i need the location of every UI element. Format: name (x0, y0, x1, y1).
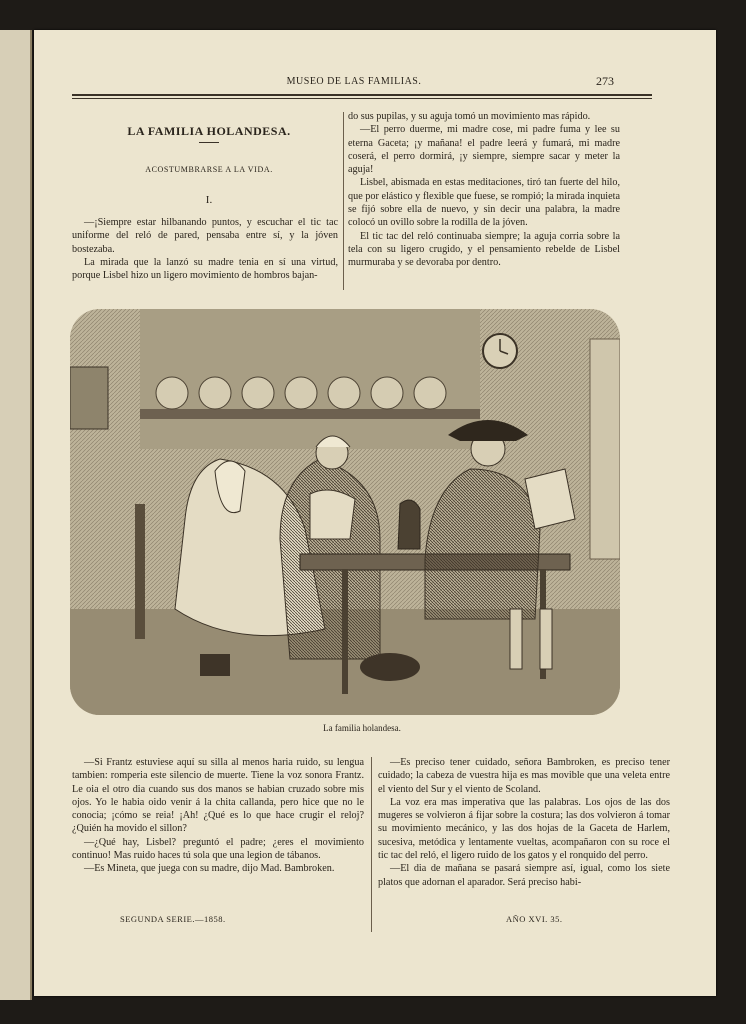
column-left-top (72, 216, 338, 282)
window (590, 339, 620, 559)
paragraph: Lisbel, abismada en estas meditaciones, tiró tan fuerte del hilo, que por elástico y flexible que fuese, se rompió; la mirada inquieta se fijó sobre ella de nuevo, y sin decir una palabra, la madre colocó un ovillo sobre la rodilla de la jóven. (348, 177, 620, 229)
sleeping-dog (360, 653, 420, 681)
paragraph: El tic tac del reló continuaba siempre; la aguja corria sobre la tela con su ligero crugido, y el pensamiento rebelde de Lisbel murmuraba y se devoraba por dentro. (348, 230, 620, 269)
footer-year: AÑO XVI. 35. (506, 914, 563, 924)
previous-page-edge (0, 30, 32, 1000)
paragraph: —Es Mineta, que juega con su madre, dijo Mad. Bambroken. (84, 863, 335, 875)
footer-series: SEGUNDA SERIE.—1858. (120, 914, 226, 924)
paragraph: —¿Qué hay, Lisbel? preguntó el padre; ¿eres el movimiento continuo! Mas ruido haces tú sola que una legion de tábanos. (72, 836, 364, 862)
paragraph: —El dia de mañana se pasará siempre así, igual, como los siete platos que adornan el aparador. Será preciso habi- (378, 863, 670, 888)
illustration-caption: La familia holandesa. (323, 723, 401, 733)
running-header: MUSEO DE LAS FAMILIAS. (286, 76, 422, 87)
column-divider (343, 112, 344, 290)
article-title: LA FAMILIA HOLANDESA. (127, 124, 291, 138)
paragraph: —Es preciso tener cuidado, señora Bambroken, es preciso tener cuidado; la cabeza de vuestra hija es mas movible que una veleta entre el viento del Sur y el viento de Scoland. (378, 757, 670, 795)
column-right-bottom (378, 756, 670, 889)
coffee-pot (398, 500, 420, 549)
wall-picture (70, 367, 108, 429)
paragraph: La voz era mas imperativa que las palabras. Los ojos de las dos mugeres se volvieron á fijar sobre la costura; las dos volvieron á tomar su movimiento mecánico, y las dos hojas de la Gaceta de Harlem, sucesiva, metódica y lentamente vueltas, acompañaron con su roce el tic tac del reló, el ligero ruido de los gatos y el ronquido del perro. (378, 796, 670, 862)
header-rule (72, 94, 652, 96)
article-subtitle: ACOSTUMBRARSE A LA VIDA. (145, 165, 273, 174)
engraving-illustration (70, 309, 620, 715)
paragraph: —¡Siempre estar hilbanando puntos, y escuchar el tic tac uniforme del reló de pared, pensaba entre sí, y la jóven bostezaba. (72, 217, 338, 255)
column-divider (371, 757, 372, 932)
title-divider (199, 142, 219, 143)
engraving-scene (70, 309, 620, 715)
paragraph: —El perro duerme, mi madre cose, mi padre fuma y lee su eterna Gaceta; ¡y mañana! el padre leerá y fumará, mi madre coserá, el perro dormirá, ¡y siempre, siempre sacar y meter la aguja! (348, 124, 620, 176)
column-left-bottom (72, 756, 364, 876)
page (34, 30, 716, 996)
column-right-top (348, 110, 620, 270)
plate-shelf (140, 409, 480, 419)
chair-back (135, 504, 145, 639)
paragraph: La mirada que la lanzó su madre tenia en sí una virtud, porque Lisbel hizo un ligero movimiento de hombros bajan- (72, 256, 338, 282)
page-number: 273 (596, 74, 614, 88)
sewing-basket (200, 654, 230, 676)
header-rule-thin (72, 98, 652, 99)
chapter-number: I. (205, 194, 213, 206)
paragraph: —Si Frantz estuviese aquí su silla al menos haria ruido, su lengua tambien: romperia este silencio de muerte. Tiene la voz sonora Frantz. Le oia el otro dia cuando sus dos manos se habian cruzado sobre mis ojos. Yo le habia oido venir á la chita callanda, pero hice que no le conocia; ¡cómo se reia! ¡Ah! ¿Qué es lo que hace crugir el reloj? ¿Quién ha movido el sillon? (72, 757, 364, 835)
paragraph: do sus pupilas, y su aguja tomó un movimiento mas rápido. (348, 111, 591, 122)
